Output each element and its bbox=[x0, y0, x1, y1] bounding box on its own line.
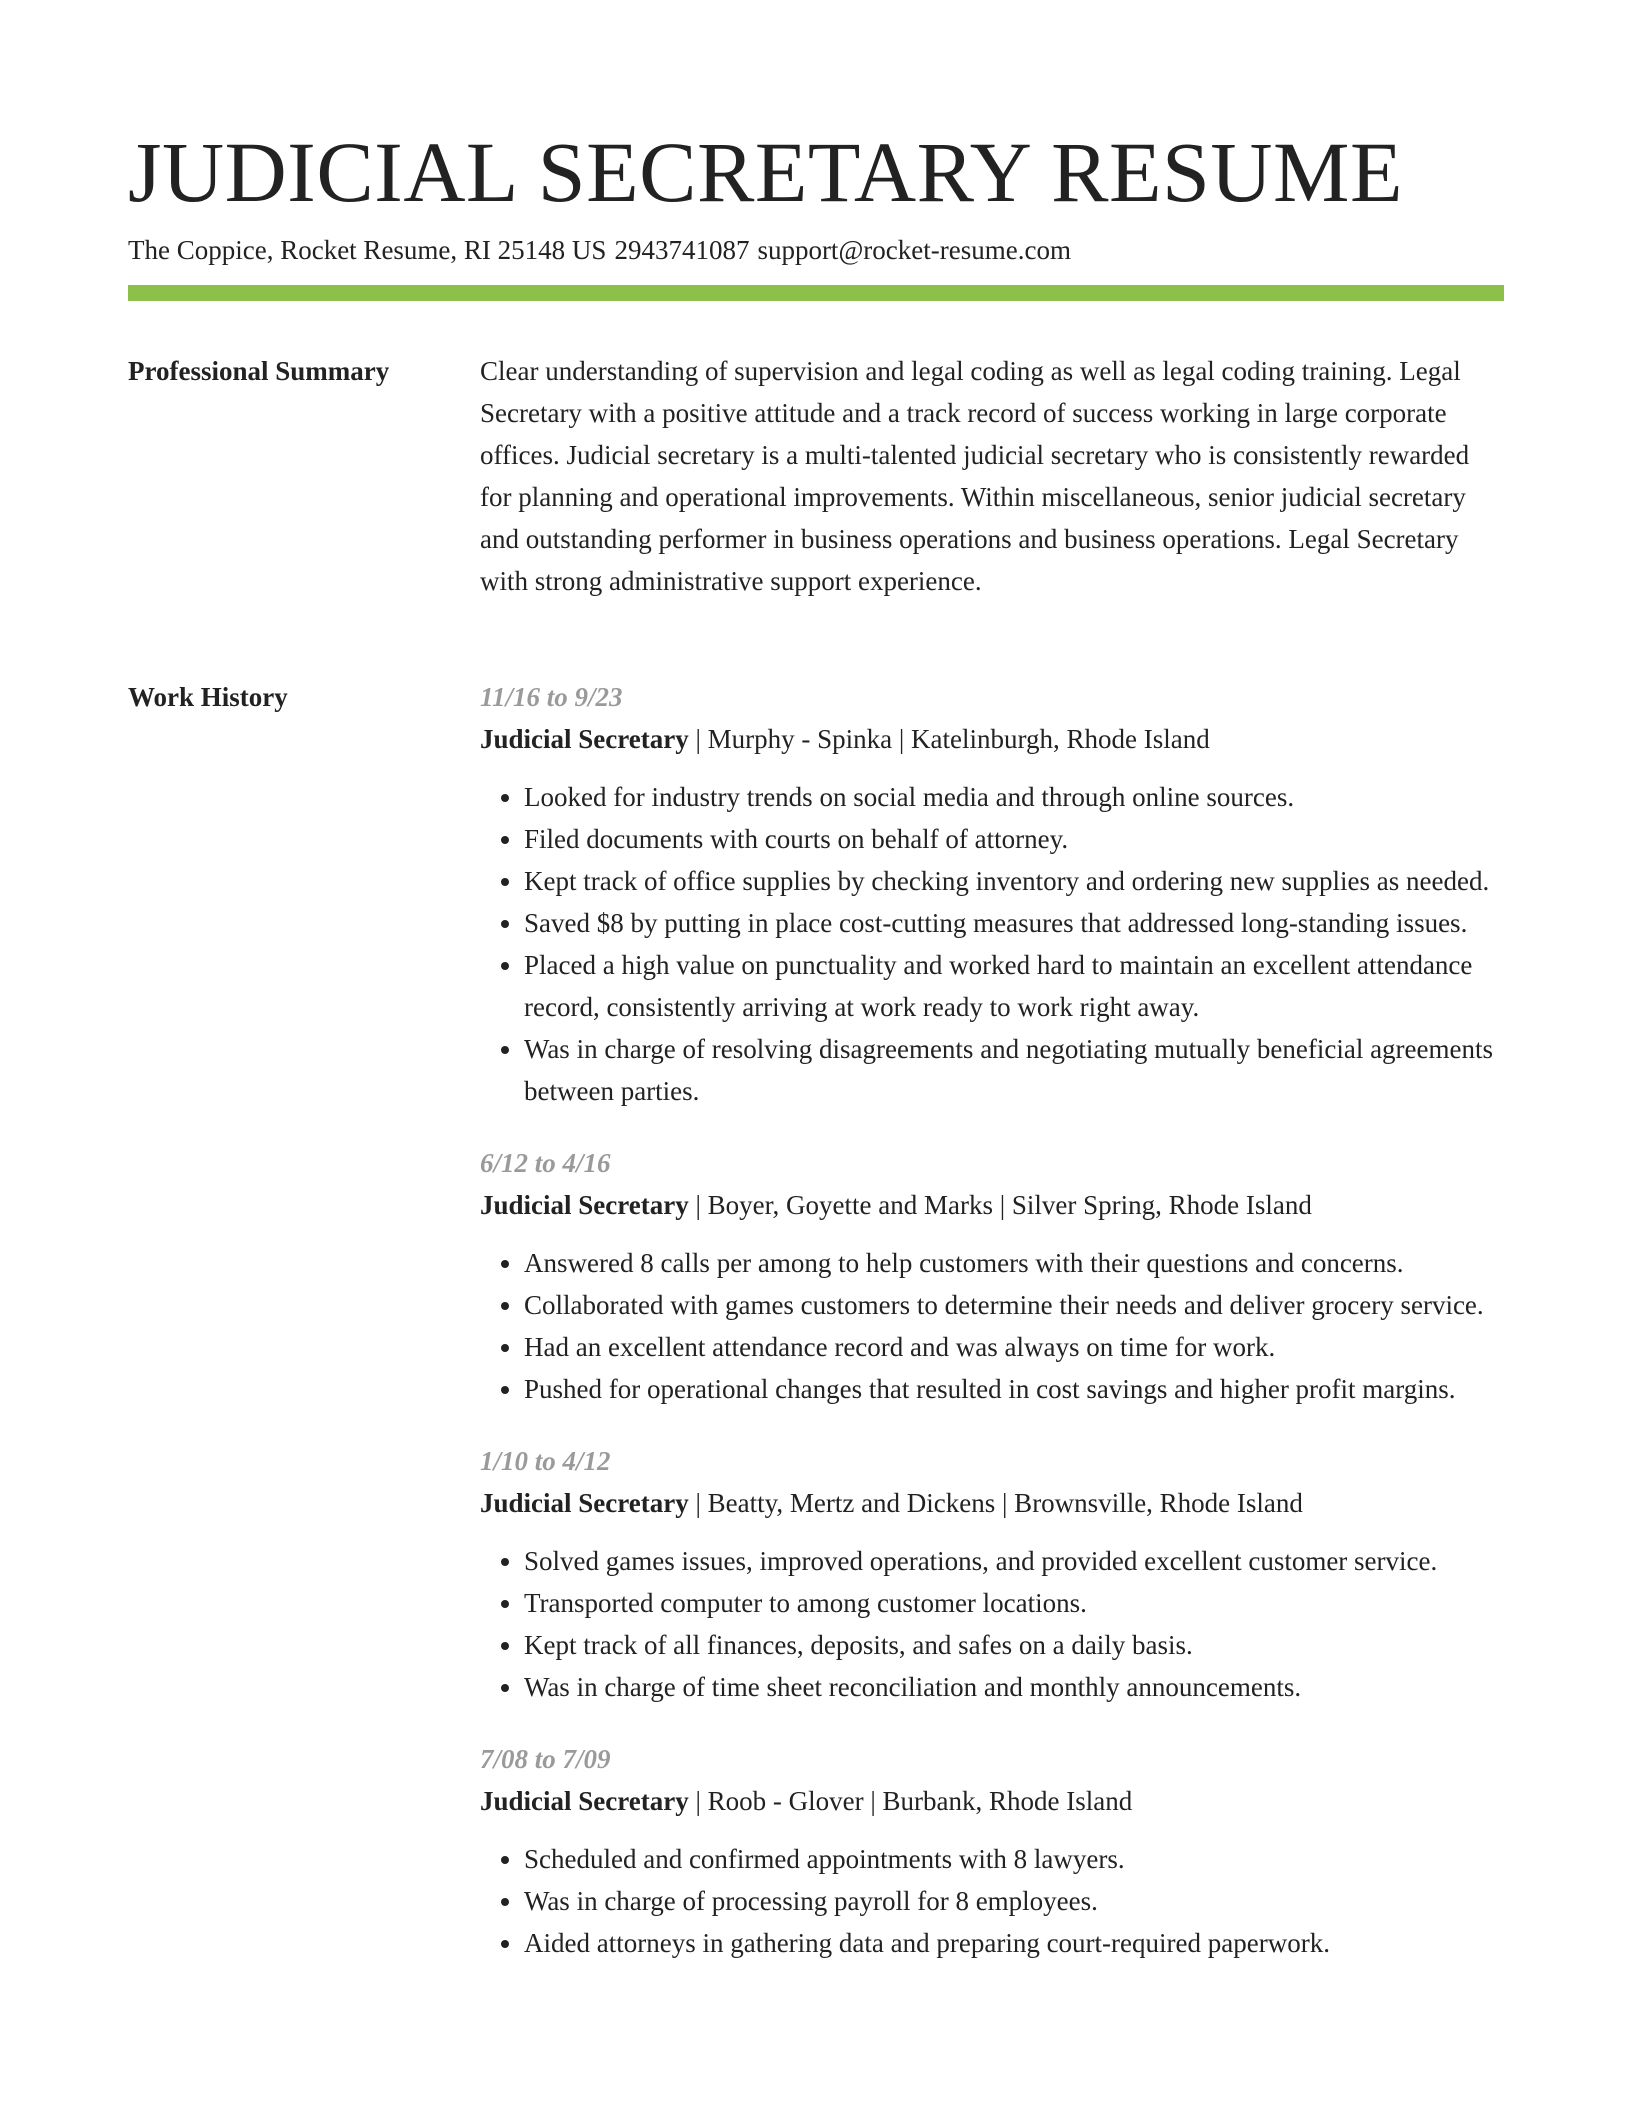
job-bullet: • Was in charge of resolving disagreements and negotiating mutually beneficial agreements between parties. bbox=[524, 1028, 1504, 1112]
job-bullet: • Aided attorneys in gathering data and preparing court-required paperwork. bbox=[524, 1922, 1504, 1964]
contact-address: The Coppice, Rocket Resume, RI 25148 US bbox=[128, 235, 607, 265]
job-bullet: • Collaborated with games customers to determine their needs and deliver grocery service. bbox=[524, 1284, 1504, 1326]
job-bullet: • Was in charge of time sheet reconciliation and monthly announcements. bbox=[524, 1666, 1504, 1708]
section-label-work-history: Work History bbox=[128, 682, 288, 712]
contact-line bbox=[128, 232, 1071, 268]
job-bullet: • Had an excellent attendance record and was always on time for work. bbox=[524, 1326, 1504, 1368]
job-details: | Murphy - Spinka | Katelinburgh, Rhode Island bbox=[688, 724, 1210, 754]
job-title: Judicial Secretary bbox=[480, 724, 689, 754]
job-bullet: • Solved games issues, improved operations, and provided excellent customer service. bbox=[524, 1540, 1504, 1582]
job-entry bbox=[480, 1738, 1504, 1964]
job-bullet: • Filed documents with courts on behalf of attorney. bbox=[524, 818, 1504, 860]
job-title: Judicial Secretary bbox=[480, 1488, 689, 1518]
job-bullet: • Scheduled and confirmed appointments with 8 lawyers. bbox=[524, 1838, 1504, 1880]
job-dates: 11/16 to 9/23 bbox=[480, 682, 623, 712]
job-details: | Boyer, Goyette and Marks | Silver Spring, Rhode Island bbox=[688, 1190, 1312, 1220]
job-entry bbox=[480, 1440, 1504, 1708]
job-heading bbox=[480, 1482, 1504, 1524]
job-title: Judicial Secretary bbox=[480, 1190, 689, 1220]
job-bullet: • Kept track of office supplies by checking inventory and ordering new supplies as needed. bbox=[524, 860, 1504, 902]
summary-body bbox=[480, 350, 1504, 602]
work-history-body bbox=[480, 676, 1504, 1994]
job-bullets bbox=[480, 1242, 1504, 1410]
job-bullet: • Saved $8 by putting in place cost-cutting measures that addressed long-standing issues. bbox=[524, 902, 1504, 944]
resume-title: JUDICIAL SECRETARY RESUME bbox=[128, 124, 1403, 220]
job-bullets bbox=[480, 1838, 1504, 1964]
job-bullet: • Pushed for operational changes that resulted in cost savings and higher profit margins. bbox=[524, 1368, 1504, 1410]
job-entry bbox=[480, 1142, 1504, 1410]
header-divider bbox=[128, 285, 1504, 301]
job-bullet: • Answered 8 calls per among to help customers with their questions and concerns. bbox=[524, 1242, 1504, 1284]
section-label-summary: Professional Summary bbox=[128, 356, 390, 386]
contact-phone: 2943741087 bbox=[614, 235, 750, 265]
job-bullets bbox=[480, 776, 1504, 1112]
job-bullet: • Kept track of all finances, deposits, and safes on a daily basis. bbox=[524, 1624, 1504, 1666]
job-dates: 6/12 to 4/16 bbox=[480, 1148, 611, 1178]
job-heading bbox=[480, 1780, 1504, 1822]
job-bullet: • Looked for industry trends on social media and through online sources. bbox=[524, 776, 1504, 818]
summary-text: Clear understanding of supervision and legal coding as well as legal coding training. Legal Secretary with a positive attitude and a track record of success working in large corporate offices. Judicial secretary is a multi-talented judicial secretary who is consistently rewarded for planning and operational improvements. Within miscellaneous, senior judicial secretary and outstanding performer in business operations and business operations. Legal Secretary with strong administrative support experience. bbox=[480, 356, 1470, 596]
job-details: | Beatty, Mertz and Dickens | Brownsville, Rhode Island bbox=[688, 1488, 1303, 1518]
job-bullets bbox=[480, 1540, 1504, 1708]
job-details: | Roob - Glover | Burbank, Rhode Island bbox=[688, 1786, 1133, 1816]
job-bullet: • Placed a high value on punctuality and worked hard to maintain an excellent attendance record, consistently arriving at work ready to work right away. bbox=[524, 944, 1504, 1028]
job-heading bbox=[480, 718, 1504, 760]
job-bullet: • Transported computer to among customer locations. bbox=[524, 1582, 1504, 1624]
job-entry bbox=[480, 676, 1504, 1112]
job-bullet: • Was in charge of processing payroll for 8 employees. bbox=[524, 1880, 1504, 1922]
job-heading bbox=[480, 1184, 1504, 1226]
job-dates: 7/08 to 7/09 bbox=[480, 1744, 611, 1774]
contact-email: support@rocket-resume.com bbox=[757, 235, 1071, 265]
job-title: Judicial Secretary bbox=[480, 1786, 689, 1816]
job-dates: 1/10 to 4/12 bbox=[480, 1446, 611, 1476]
